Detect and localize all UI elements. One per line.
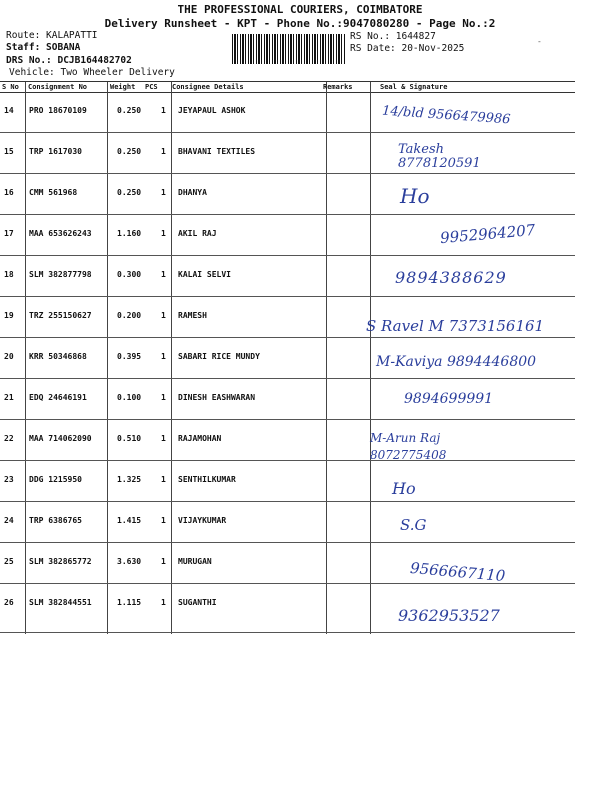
row-signature: 9952964207: [439, 220, 537, 248]
row-signature: Ho: [400, 184, 430, 208]
row-pcs: 1: [161, 352, 166, 361]
row-weight: 0.250: [117, 106, 142, 115]
row-sno: 22: [4, 434, 14, 443]
col-header-consignee: Consignee Details: [172, 83, 244, 91]
row-consignment: CMM 561968: [29, 188, 78, 197]
row-consignment: MAA 714062090: [29, 434, 92, 443]
row-signature: S.G: [400, 516, 427, 534]
row-consignment: DDG 1215950: [29, 475, 82, 484]
table-row: [0, 174, 575, 215]
row-consignee: DINESH EASHWARAN: [178, 393, 256, 402]
row-consignee: RAMESH: [178, 311, 207, 320]
row-signature: M-Kaviya 9894446800: [376, 354, 537, 370]
row-pcs: 1: [161, 475, 166, 484]
row-pcs: 1: [161, 311, 166, 320]
row-signature: 14/bld 9566479986: [381, 103, 511, 128]
row-consignee: RAJAMOHAN: [178, 434, 222, 443]
row-consignee: SABARI RICE MUNDY: [178, 352, 260, 361]
row-consignee: DHANYA: [178, 188, 207, 197]
table-row: [0, 543, 575, 584]
row-signature: 9894388629: [395, 268, 507, 287]
col-header-weight: Weight: [110, 83, 136, 91]
row-consignee: AKIL RAJ: [178, 229, 217, 238]
row-signature: 9894699991: [404, 391, 494, 407]
row-consignment: MAA 653626243: [29, 229, 92, 238]
table-row: [0, 584, 575, 625]
row-signature: 9566667110: [409, 558, 507, 586]
row-weight: 0.200: [117, 311, 142, 320]
col-header-signature: Seal & Signature: [380, 83, 448, 91]
table-row: [0, 297, 575, 338]
table-row: [0, 92, 575, 133]
row-signature: 9362953527: [398, 606, 500, 625]
row-pcs: 1: [161, 229, 166, 238]
table-top-rule: [0, 81, 575, 82]
row-consignment: SLM 382865772: [29, 557, 92, 566]
row-rule: [0, 632, 575, 633]
row-pcs: 1: [161, 147, 166, 156]
row-sno: 25: [4, 557, 14, 566]
table-row: [0, 502, 575, 543]
row-weight: 0.300: [117, 270, 142, 279]
row-consignment: PRO 18670109: [29, 106, 87, 115]
row-consignment: TRP 6386765: [29, 516, 82, 525]
barcode-icon: [232, 34, 345, 64]
row-weight: 1.415: [117, 516, 142, 525]
row-pcs: 1: [161, 188, 166, 197]
row-consignee: VIJAYKUMAR: [178, 516, 227, 525]
table-row: [0, 256, 575, 297]
row-consignment: TRP 1617030: [29, 147, 82, 156]
table-row: [0, 461, 575, 502]
row-pcs: 1: [161, 393, 166, 402]
row-sno: 24: [4, 516, 14, 525]
row-consignment: TRZ 255150627: [29, 311, 92, 320]
col-header-remarks: Remarks: [323, 83, 353, 91]
row-sno: 23: [4, 475, 14, 484]
table-row: [0, 379, 575, 420]
row-weight: 1.115: [117, 598, 142, 607]
row-sno: 20: [4, 352, 14, 361]
row-pcs: 1: [161, 106, 166, 115]
row-weight: 0.250: [117, 188, 142, 197]
row-pcs: 1: [161, 516, 166, 525]
row-weight: 1.160: [117, 229, 142, 238]
row-pcs: 1: [161, 434, 166, 443]
company-title: THE PROFESSIONAL COURIERS, COIMBATORE: [177, 3, 423, 16]
row-weight: 1.325: [117, 475, 142, 484]
dash-mark: -: [537, 37, 542, 46]
row-consignee: BHAVANI TEXTILES: [178, 147, 256, 156]
row-signature: S Ravel M 7373156161: [366, 317, 545, 335]
rs-number: RS No.: 1644827: [350, 31, 436, 42]
row-consignment: SLM 382844551: [29, 598, 92, 607]
row-pcs: 1: [161, 270, 166, 279]
row-sno: 18: [4, 270, 14, 279]
row-weight: 0.100: [117, 393, 142, 402]
vehicle-label: Vehicle: Two Wheeler Delivery: [9, 67, 175, 78]
staff-label: Staff: SOBANA: [6, 42, 81, 53]
row-sno: 21: [4, 393, 14, 402]
row-weight: 0.250: [117, 147, 142, 156]
row-consignment: SLM 382877798: [29, 270, 92, 279]
row-consignee: JEYAPAUL ASHOK: [178, 106, 246, 115]
row-sno: 19: [4, 311, 14, 320]
row-consignment: KRR 50346868: [29, 352, 87, 361]
row-sno: 26: [4, 598, 14, 607]
table-row: [0, 215, 575, 256]
table-row: [0, 133, 575, 174]
row-sno: 17: [4, 229, 14, 238]
row-weight: 0.510: [117, 434, 142, 443]
rs-date: RS Date: 20-Nov-2025: [350, 43, 465, 54]
row-signature: Takesh 8778120591: [398, 142, 481, 171]
row-weight: 0.395: [117, 352, 142, 361]
row-signature: M-Arun Raj 8072775408: [370, 431, 447, 462]
row-sno: 15: [4, 147, 14, 156]
route-label: Route: KALAPATTI: [6, 30, 98, 41]
row-consignee: SUGANTHI: [178, 598, 217, 607]
col-header-consignment: Consignment No: [28, 83, 88, 91]
row-signature: Ho: [392, 479, 416, 498]
drs-label: DRS No.: DCJB164482702: [6, 55, 132, 66]
row-consignee: SENTHILKUMAR: [178, 475, 236, 484]
row-sno: 14: [4, 106, 14, 115]
col-header-pcs: PCS: [145, 83, 158, 91]
row-pcs: 1: [161, 598, 166, 607]
row-consignment: EDQ 24646191: [29, 393, 87, 402]
table-row: [0, 420, 575, 461]
row-consignee: MURUGAN: [178, 557, 212, 566]
table-row: [0, 338, 575, 379]
row-consignee: KALAI SELVI: [178, 270, 231, 279]
runsheet-subtitle: Delivery Runsheet - KPT - Phone No.:9047080280 - Page No.:2: [104, 17, 496, 30]
row-weight: 3.630: [117, 557, 142, 566]
col-header-sno: S No: [2, 83, 19, 91]
row-sno: 16: [4, 188, 14, 197]
row-pcs: 1: [161, 557, 166, 566]
